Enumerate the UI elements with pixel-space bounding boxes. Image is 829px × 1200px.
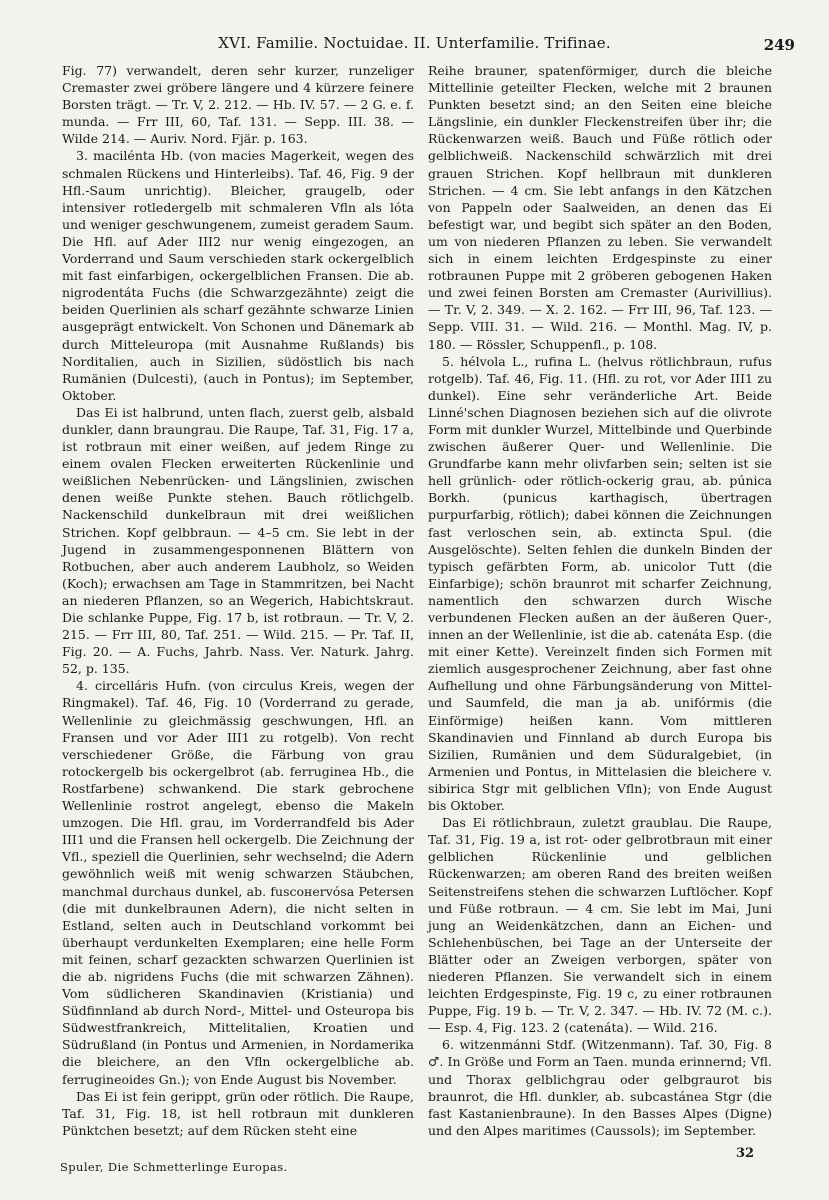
footer-imprint: Spuler, Die Schmetterlinge Europas. — [60, 1160, 288, 1174]
paragraph: Das Ei ist halbrund, unten flach, zuerst gelb, alsbald dunkler, dann braungrau. Die Raupe, Taf. 31, Fig. 17 a, ist rotbraun mit einer weißen, auf jedem Ringe zu einem ovalen Flecken erweiterten Rückenlinie und weißlichen Nebenrücken- und Längslinien, zwischen denen weiße Punkte stehen. Bauch rötlichgelb. Nackenschild dunkelbraun mit drei weißlichen Strichen. Kopf gelbbraun. — 4–5 cm. Sie lebt in der Jugend in zusammengesponnenen Blättern von Rotbuchen, aber auch anderem Laubholz, so Weiden (Koch); erwachsen am Tage in Stammritzen, bei Nacht an niederen Pflanzen, so an Wegerich, Habichtskraut. Die schlanke Puppe, Fig. 17 b, ist rotbraun. — Tr. V, 2. 215. — Frr III, 80, Taf. 251. — Wild. 215. — Pr. Taf. II, Fig. 20. — A. Fuchs, Jahrb. Nass. Ver. Naturk. Jahrg. 52, p. 135. — [62, 404, 414, 677]
right-column — [428, 62, 772, 1139]
paragraph: 6. witzenmánni Stdf. (Witzenmann). Taf. 30, Fig. 8 ♂. In Größe und Form an Taen. munda erinnernd; Vfl. und Thorax gelblichgrau oder gelbgraurot bis braunrot, die Hfl. dunkler, ab. subcastánea Stgr (die fast Kastanienbraune). In den Basses Alpes (Digne) und den Alpes maritimes (Caussols); im September. — [428, 1037, 772, 1138]
page-header — [30, 34, 799, 58]
running-title: XVI. Familie. Noctuidae. II. Unterfamilie. Trifinae. — [218, 34, 611, 52]
paragraph: 4. circelláris Hufn. (von circulus Kreis, wegen der Ringmakel). Taf. 46, Fig. 10 (Vorderrand zu gerade, Wellenlinie zu gleichmässig geschwungen, Hfl. an Fransen und vor Ader III1 zu rotgelb). Von recht verschiedener Größe, die Färbung von grau rotockergelb bis ockergelbrot (ab. ferruginea Hb., die Rostfarbene) schwankend. Die stark gebrochene Wellenlinie rostrot angelegt, ebenso die Makeln umzogen. Die Hfl. grau, im Vorderrandfeld bis Ader III1 und die Fransen hell ockergelb. Die Zeichnung der Vfl., speziell die Querlinien, sehr wechselnd; die Adern gewöhnlich weiß mit wenig schwarzen Stäubchen, manchmal durchaus dunkel, ab. fuscoнervósa Petersen (die mit dunkelbraunen Adern), die nicht selten in Estland, selten auch in Deutschland vorkommt bei überhaupt verdunkelten Exemplaren; eine helle Form mit feinen, scharf gezackten schwarzen Querlinien ist die ab. nigridens Fuchs (die mit schwarzen Zähnen). Vom südlicheren Skandinavien (Kristiania) und Südfinnland ab durch Nord-, Mittel- und Osteuropa bis Südwestfrankreich, Mittelitalien, Kroatien und Südrußland (in Pontus und Armenien, in Nordamerika die bleichere, an den Vfln ockergelbliche ab. ferrugineoides Gn.); von Ende August bis November. — [62, 678, 414, 1087]
paragraph: 3. maciléntа Hb. (von macies Magerkeit, wegen des schmalen Rückens und Hinterleibs). Taf. 46, Fig. 9 der Hfl.-Saum unrichtig). Bleicher, graugelb, oder intensiver rotledergelb mit schmaleren Vfln als lóta und weniger geschwungenem, zumeist geradem Saum. Die Hfl. auf Ader III2 nur wenig eingezogen, an Vorderrand und Saum verschieden stark ockergelblich mit fast einfarbigen, ockergelblichen Fransen. Die ab. nigrodentáta Fuchs (die Schwarzgezähnte) zeigt die beiden Querlinien als scharf gezähnte schwarze Linien ausgeprägt entwickelt. Von Schonen und Dänemark ab durch Mitteleuropa (mit Ausnahme Rußlands) bis Norditalien, auch in Sizilien, südöstlich bis nach Rumänien (Dulcesti), (auch in Pontus); im September, Oktober. — [62, 148, 414, 403]
page-number: 249 — [763, 36, 795, 54]
printer-signature: 32 — [736, 1146, 755, 1161]
paragraph: Das Ei ist fein gerippt, grün oder rötlich. Die Raupe, Taf. 31, Fig. 18, ist hell rotbraun mit dunkleren Pünktchen besetzt; auf dem Rücken steht eine — [62, 1088, 414, 1138]
paragraph: Fig. 77) verwandelt, deren sehr kurzer, runzeliger Cremaster zwei gröbere längere und 4 kürzere feinere Borsten trägt. — Tr. V, 2. 212. — Hb. IV. 57. — 2 G. e. f. munda. — Frr III, 60, Taf. 131. — Sepp. III. 38. — Wilde 214. — Auriv. Nord. Fjär. p. 163. — [62, 63, 414, 147]
paragraph: Reihe brauner, spatenförmiger, durch die bleiche Mittellinie geteilter Flecken, welche mit 2 braunen Punkten besetzt sind; an den Seiten eine bleiche Längslinie, ein dunkler Fleckenstreifen über ihr; die Rückenwarzen weiß. Bauch und Füße rötlich oder gelblichweiß. Nackenschild schwärzlich mit drei grauen Strichen. Kopf hellbraun mit dunkleren Strichen. — 4 cm. Sie lebt anfangs in den Kätzchen von Pappeln oder Saalweiden, an denen das Ei befestigt war, und begibt sich später an den Boden, um von niederen Pflanzen zu leben. Sie verwandelt sich in einem leichten Erdgespinste zu einer rotbraunen Puppe mit 2 gröberen gebogenen Haken und zwei feinen Borsten am Cremaster (Aurivillius). — Tr. V, 2. 349. — X. 2. 162. — Frr III, 96, Taf. 123. — Sepp. VIII. 31. — Wild. 216. — Monthl. Mag. IV, p. 180. — Rössler, Schuppenfl., p. 108. — [428, 63, 772, 352]
paragraph: 5. hélvola L., rufina L. (helvus rötlichbraun, rufus rotgelb). Taf. 46, Fig. 11. (Hfl. zu rot, vor Ader III1 zu dunkel). Eine sehr veränderliche Art. Beide Linné'schen Diagnosen beziehen sich auf die olivrote Form mit dunkler Wurzel, Mittelbinde und Querbinde zwischen äußerer Quer- und Wellenlinie. Die Grundfarbe kann mehr olivfarben sein; selten ist sie hell grünlich- oder rötlich-ockerig grau, ab. púnica Borkh. (punicus karthagisch, übertragen purpurfarbig, rötlich); dabei können die Zeichnungen fast verloschen sein, ab. extincta Spul. (die Ausgelöschte). Selten fehlen die dunkeln Binden der typisch gefärbten Form, ab. unicolor Tutt (die Einfarbige); schön braunrot mit scharfer Zeichnung, namentlich den schwarzen durch Wische verbundenen Flecken außen an der äußeren Quer-, innen an der Wellenlinie, ist die ab. catenáta Esp. (die mit einer Kette). Vereinzelt finden sich Formen mit ziemlich ausgesprochener Zeichnung, aber fast ohne Aufhellung und ohne Färbungsänderung von Mittel- und Saumfeld, die man ja ab. unifórmis (die Einförmige) heißen kann. Vom mittleren Skandinavien und Finnland ab durch Europa bis Sizilien, Rumänien und dem Süduralgebiet, (in Armenien und Pontus, in Mittelasien die bleichere v. sibirica Stgr mit gelblichen Vfln); von Ende August bis Oktober. — [428, 353, 772, 814]
paragraph: Das Ei rötlichbraun, zuletzt graublau. Die Raupe, Taf. 31, Fig. 19 a, ist rot- oder gelbrotbraun mit einer gelblichen Rückenlinie und gelblichen Rückenwarzen; am oberen Rand des breiten weißen Seitenstreifens stehen die schwarzen Luftlöcher. Kopf und Füße rotbraun. — 4 cm. Sie lebt im Mai, Juni jung an Weidenkätzchen, dann an Eichen- und Schlehenbüschen, bei Tage an der Unterseite der Blätter oder an Zweigen verborgen, später von niederen Pflanzen. Sie verwandelt sich in einem leichten Erdgespinste, Fig. 19 c, zu einer rotbraunen Puppe, Fig. 19 b. — Tr. V, 2. 347. — Hb. IV. 72 (M. c.). — Esp. 4, Fig. 123. 2 (catenáta). — Wild. 216. — [428, 815, 772, 1036]
left-column — [62, 62, 414, 1139]
